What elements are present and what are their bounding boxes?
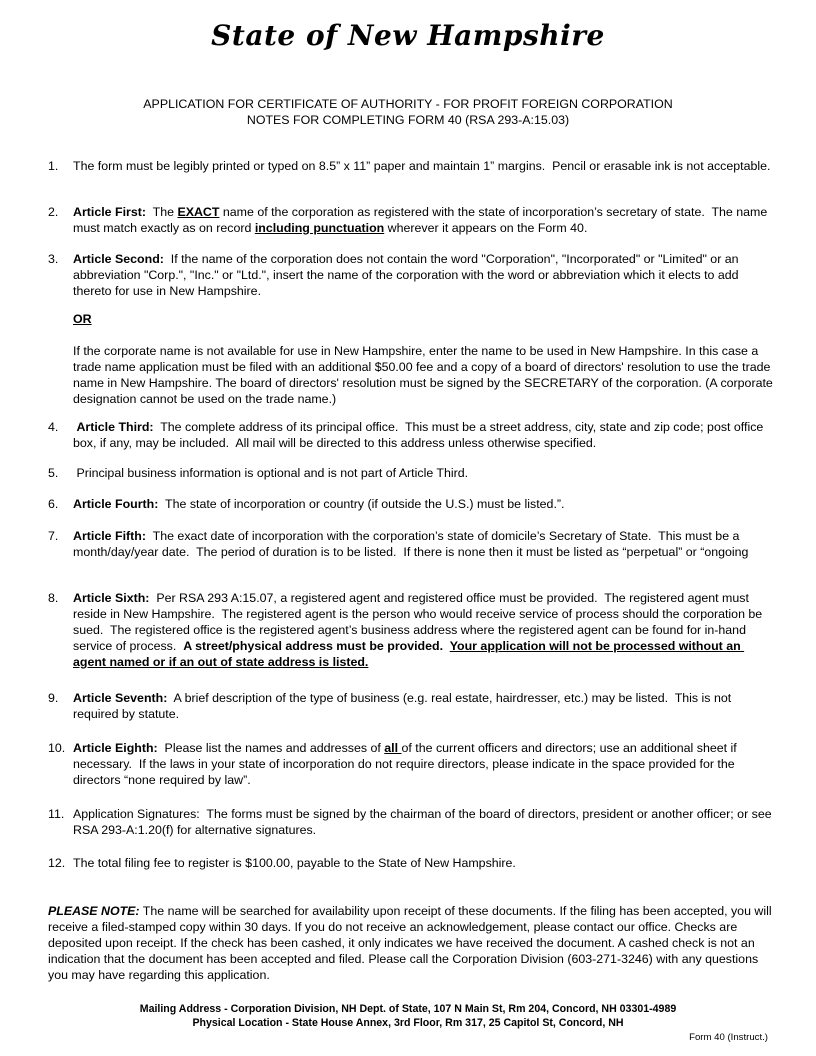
item-number: 12. bbox=[48, 856, 66, 870]
list-item bbox=[48, 855, 772, 871]
item-text bbox=[73, 251, 772, 299]
form-heading: APPLICATION FOR CERTIFICATE OF AUTHORITY - FOR PROFIT FOREIGN CORPORATION bbox=[143, 97, 673, 111]
item-number: 1. bbox=[48, 159, 59, 173]
list-item bbox=[48, 465, 772, 481]
item-text-segment: The state of incorporation or country (if outside the U.S.) must be listed.”. bbox=[158, 497, 565, 511]
item-text bbox=[73, 496, 772, 512]
emphasis-text: Your application will not be processed without an agent named or if an out of state address is listed. bbox=[73, 639, 745, 669]
emphasis-text: Article Fourth: bbox=[73, 497, 159, 511]
emphasis-text: Article Third: bbox=[73, 420, 154, 434]
form-label: Form 40 (Instruct.) bbox=[689, 1032, 768, 1043]
item-text bbox=[73, 158, 772, 174]
emphasis-text: all bbox=[384, 741, 402, 755]
item-text-segment: of the current officers and directors; use an additional sheet if necessary. If the laws in your state of incorporation do not require directors, please indicate in the space provided for the directors “none required by law”. bbox=[73, 741, 741, 787]
item-number: 5. bbox=[48, 466, 59, 480]
please-note-label: PLEASE NOTE: bbox=[48, 904, 140, 918]
item-text-segment: The exact date of incorporation with the corporation’s state of domicile’s Secretary of State. This must be a month/day/year date. The period of duration is to be listed. If there is none then it must be listed as “perpetual” or “ongoing bbox=[73, 529, 749, 559]
emphasis-text: Article Seventh: bbox=[73, 691, 168, 705]
emphasis-text: Article Fifth: bbox=[73, 529, 146, 543]
list-item bbox=[48, 496, 772, 512]
item-number: 11. bbox=[48, 807, 65, 821]
item-number: 4. bbox=[48, 420, 59, 434]
item-text-segment: The total filing fee to register is $100.00, payable to the State of New Hampshire. bbox=[73, 856, 516, 870]
item-text bbox=[73, 855, 772, 871]
item-number: 3. bbox=[48, 252, 59, 266]
emphasis-text: Article Second: bbox=[73, 252, 164, 266]
list-item bbox=[48, 528, 772, 560]
item-text bbox=[73, 690, 772, 722]
list-item bbox=[48, 158, 772, 174]
item-text bbox=[73, 806, 776, 838]
list-item bbox=[48, 690, 772, 722]
item-text-segment: Application Signatures: The forms must be signed by the chairman of the board of directors, president or another officer; or see RSA 293-A:1.20(f) for alternative signatures. bbox=[73, 807, 776, 837]
item-text-segment: A brief description of the type of business (e.g. real estate, hairdresser, etc.) may be listed. This is not required by statute. bbox=[73, 691, 735, 721]
emphasis-text: Article First: bbox=[73, 205, 146, 219]
please-note-text: The name will be searched for availability upon receipt of these documents. If the filing has been accepted, you will receive a filed-stamped copy within 30 days. If you do not receive an acknowledgement, please contact our office. Checks are deposited upon receipt. If the check has been cashed, it only indicates we have received the document. A cashed check is not an indication that the document has been accepted and filed. Please call the Corporation Division (603-271-3246) with any questions you may have regarding this application. bbox=[48, 904, 772, 982]
item-number: 6. bbox=[48, 497, 59, 511]
item-text-segment: Per RSA 293 A:15.07, a registered agent and registered office must be provided. The registered agent must reside in New Hampshire. The registered agent is the person who would receive service of process should the corporation be sued. The registered office is the registered agent’s business address where the registered agent can be found for in-hand service of process. bbox=[73, 591, 766, 653]
emphasis-text: EXACT bbox=[177, 205, 220, 219]
mailing-address: Mailing Address - Corporation Division, NH Dept. of State, 107 N Main St, Rm 204, Concord, NH 03301-4989 bbox=[139, 1003, 677, 1015]
physical-location: Physical Location - State House Annex, 3rd Floor, Rm 317, 25 Capitol St, Concord, NH bbox=[192, 1017, 624, 1029]
list-item bbox=[48, 740, 772, 788]
list-item bbox=[48, 806, 776, 838]
item-number: 9. bbox=[48, 691, 59, 705]
item-text-segment: wherever it appears on the Form 40. bbox=[384, 221, 588, 235]
item-text-segment: name of the corporation as registered with the state of incorporation’s secretary of state. The name must match exactly as on record bbox=[73, 205, 771, 235]
item-number: 10. bbox=[48, 741, 66, 755]
or-label: OR bbox=[73, 312, 92, 326]
item-number: 2. bbox=[48, 205, 59, 219]
emphasis-text: Article Eighth: bbox=[73, 741, 158, 755]
emphasis-text: Article Sixth: bbox=[73, 591, 150, 605]
item-text bbox=[73, 590, 772, 670]
item-number: 7. bbox=[48, 529, 59, 543]
item-text bbox=[73, 465, 772, 481]
form-subheading: NOTES FOR COMPLETING FORM 40 (RSA 293-A:15.03) bbox=[246, 113, 570, 127]
list-item bbox=[48, 419, 772, 451]
item-text-segment: The complete address of its principal office. This must be a street address, city, state and zip code; post office box, if any, may be included. All mail will be directed to this address unless otherwise specified. bbox=[73, 420, 767, 450]
item-text bbox=[73, 528, 772, 560]
or-paragraph: If the corporate name is not available for use in New Hampshire, enter the name to be used in New Hampshire. In this case a trade name application must be filed with an additional $50.00 fee and a copy of a board of directors' resolution to use the trade name in New Hampshire. The board of directors' resolution must be signed by the SECRETARY of the corporation. (A corporate designation cannot be used on the trade name.) bbox=[73, 344, 773, 406]
emphasis-text: A street/physical address must be provided. bbox=[183, 639, 450, 653]
item-text-segment: If the name of the corporation does not contain the word "Corporation", "Incorporated" or "Limited" or an abbreviation "Corp.", "Inc." or "Ltd.", insert the name of the corporation with the word or abbreviation which it elects to add thereto for use in New Hampshire. bbox=[73, 252, 742, 298]
item-text-segment: Principal business information is optional and is not part of Article Third. bbox=[73, 466, 469, 480]
item-text bbox=[73, 204, 772, 236]
item-text-segment: The bbox=[145, 205, 178, 219]
item-text-segment: The form must be legibly printed or typed on 8.5” x 11” paper and maintain 1” margins. Pencil or erasable ink is not acceptable. bbox=[73, 159, 771, 173]
please-note bbox=[48, 903, 772, 983]
list-item bbox=[48, 590, 772, 670]
list-item bbox=[48, 204, 772, 236]
list-item bbox=[48, 251, 772, 299]
item-text-segment: Please list the names and addresses of bbox=[157, 741, 385, 755]
item-text bbox=[73, 740, 772, 788]
emphasis-text: including punctuation bbox=[254, 221, 385, 235]
item-number: 8. bbox=[48, 591, 59, 605]
document-title: State of New Hampshire bbox=[211, 19, 605, 52]
item-text bbox=[73, 419, 772, 451]
